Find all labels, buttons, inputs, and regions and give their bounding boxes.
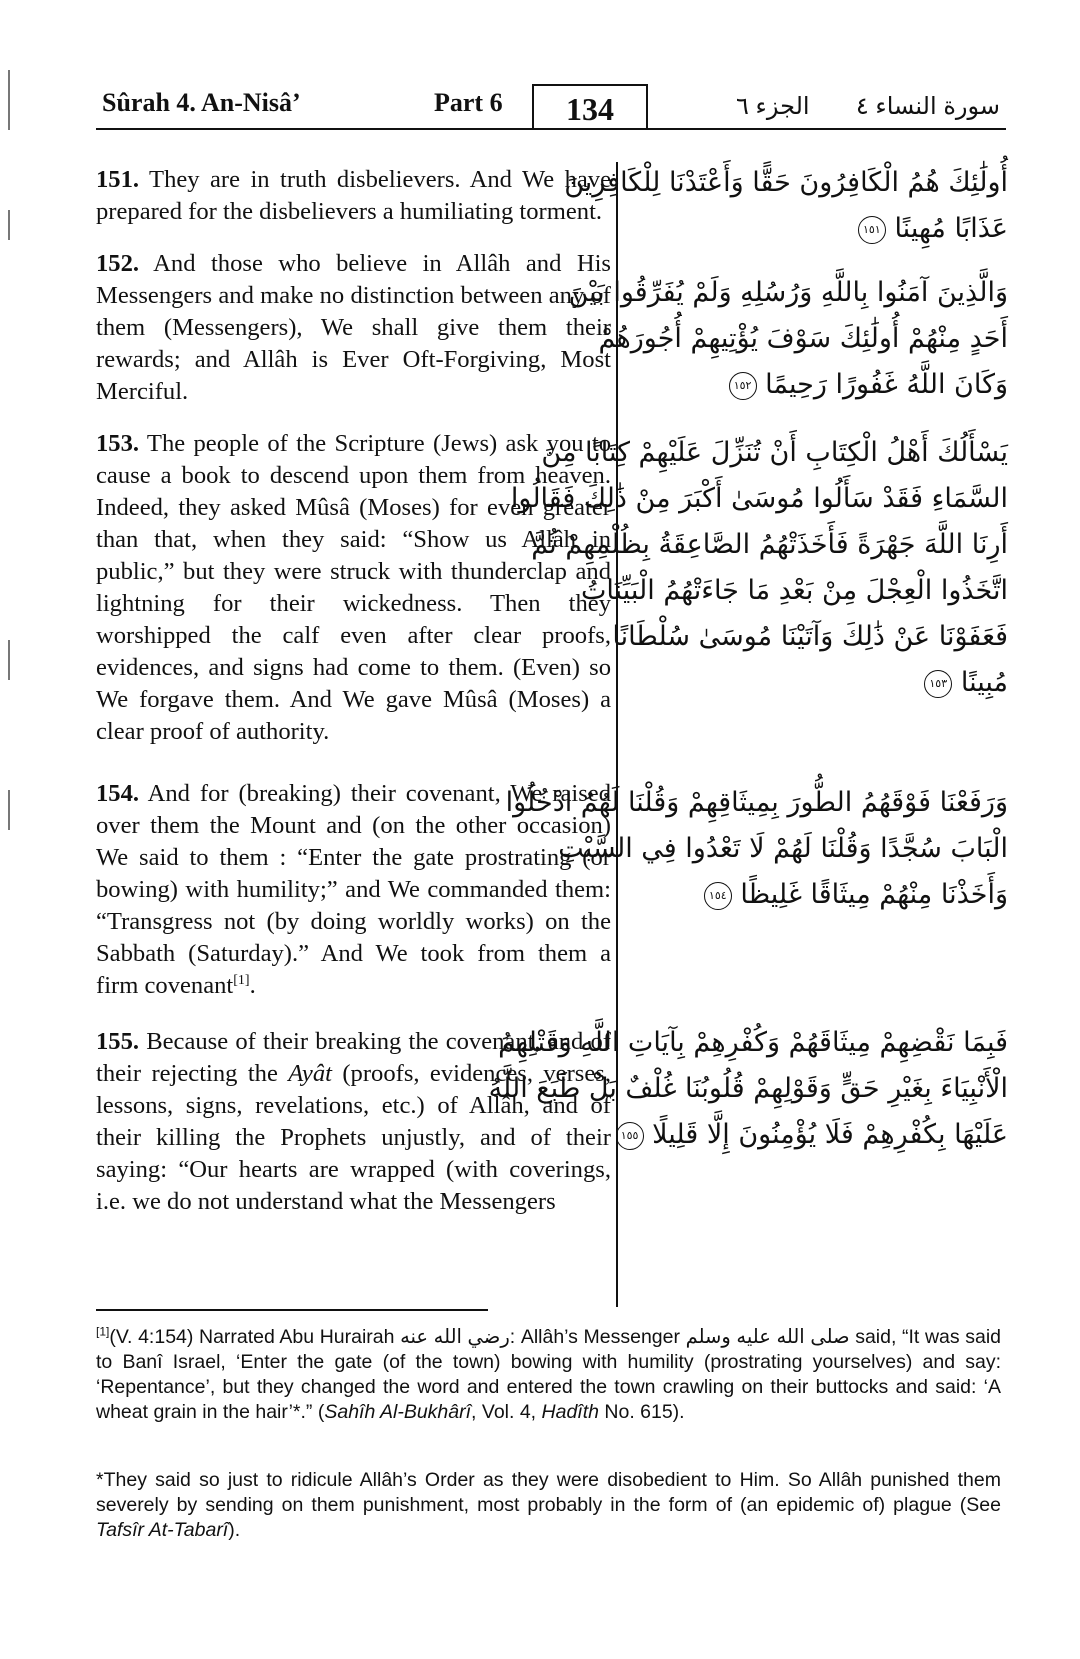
verse-152 xyxy=(96,248,611,408)
verse-number: 155. xyxy=(96,1028,140,1055)
arabic-line: أَرِنَا اللَّهَ جَهْرَةً فَأَخَذَتْهُمُ الصَّاعِقَةُ بِظُلْمِهِمْ ثُمَّ xyxy=(531,529,1008,560)
page-number: 134 xyxy=(532,84,648,130)
arabic-verse-152 xyxy=(568,270,1008,408)
arabic-line: أُولَٰئِكَ هُمُ الْكَافِرُونَ حَقًّا وَأَعْتَدْنَا لِلْكَافِرِينَ xyxy=(564,167,1008,198)
footnote-source-term: Hadîth xyxy=(541,1401,599,1423)
footnote-text: No. 615). xyxy=(598,1401,685,1423)
arabic-line: أَحَدٍ مِنْهُمْ أُولَٰئِكَ سَوْفَ يُؤْتِيهِمْ أُجُورَهُمْ xyxy=(598,323,1008,354)
aya-marker-icon: ١٥٣ xyxy=(924,670,952,698)
verse-number: 152. xyxy=(96,250,140,277)
arabic-line: وَأَخَذْنَا مِنْهُمْ مِيثَاقًا غَلِيظًا xyxy=(740,879,1008,910)
arabic-line: السَّمَاءِ فَقَدْ سَأَلُوا مُوسَىٰ أَكْبَرَ مِنْ ذَٰلِكَ فَقَالُوا xyxy=(510,483,1008,514)
verse-text: And for (breaking) their covenant, We raised over them the Mount and (on the other occasion) We said to them : “Enter the gate prostrating (or bowing) with humility;” and We commanded them: “Transgress not (by doing worldly works) on the Sabbath (Saturday).” And We took from them a firm covenant xyxy=(96,780,611,999)
arabic-line: مُبِينًا xyxy=(960,667,1008,698)
footnote-text: *They said so just to ridicule Allâh’s Order as they were disobedient to Him. So Allâh punished them severely by sending on them punishment, most probably in the form of (an epidemic of) plague (See xyxy=(96,1469,1001,1516)
footnote-1 xyxy=(96,1325,1001,1425)
verse-151 xyxy=(96,164,611,228)
header-rule xyxy=(96,128,1006,130)
aya-marker-icon: ١٥٥ xyxy=(616,1122,644,1150)
arabic-line: عَذَابًا مُهِينًا xyxy=(894,213,1008,244)
arabic-line-end xyxy=(630,206,1008,252)
verse-text: The people of the Scripture (Jews) ask you to cause a book to descend upon them from heaven. Indeed, they asked Mûsâ (Moses) for even greater than that, when they said: “Show us Allâh in public,” but they were struck with thunderclap and lightning for their wickedness. Then they worshipped the calf even after clear proofs, evidences, and signs had come to them. (Even) so We forgave them. And We gave Mûsâ (Moses) a clear proof of authority. xyxy=(96,430,611,745)
footnote-text: said, “It was said to Banî Israel, ‘Enter the gate (of the town) bowing with humility (prostrating yourselves) and say: ‘Repentance’, but they changed the word and entered the town crawling on their buttocks and said: ‘A wheat grain in the hair’*.” ( xyxy=(96,1326,1002,1423)
footnote-2 xyxy=(96,1468,1001,1543)
arabic-line-end xyxy=(620,1112,1008,1158)
arabic-line: فَعَفَوْنَا عَنْ ذَٰلِكَ وَآتَيْنَا مُوسَىٰ سُلْطَانًا xyxy=(612,621,1008,652)
footnote-text: , Vol. 4, xyxy=(471,1401,542,1423)
verse-italic-term: Ayât xyxy=(288,1060,332,1087)
footnote-marker: [1] xyxy=(96,1324,110,1339)
part-label: Part 6 xyxy=(434,88,503,117)
aya-marker-icon: ١٥١ xyxy=(858,216,886,244)
arabic-line: الْبَابَ سُجَّدًا وَقُلْنَا لَهُمْ لَا تَعْدُوا فِي السَّبْتِ xyxy=(558,833,1008,864)
footnote-reference[interactable]: [1] xyxy=(233,972,250,988)
arabic-part-label: الجزء ٦ xyxy=(736,93,810,120)
verse-tail: . xyxy=(249,972,256,999)
arabic-verse-154 xyxy=(505,780,1008,918)
arabic-verse-151 xyxy=(564,160,1008,252)
arabic-line: فَبِمَا نَقْضِهِمْ مِيثَاقَهُمْ وَكُفْرِهِمْ بِآيَاتِ اللَّهِ وَقَتْلِهِمُ xyxy=(498,1027,1008,1058)
verse-text: They are in truth disbelievers. And We have prepared for the disbelievers a humiliating torment. xyxy=(96,166,611,225)
aya-marker-icon: ١٥٢ xyxy=(729,372,757,400)
page-edge-mark xyxy=(8,70,10,130)
arabic-line-end xyxy=(630,660,1008,706)
footnote-text: ). xyxy=(228,1519,241,1541)
arabic-line-end xyxy=(630,362,1008,408)
arabic-line: عَلَيْهَا بِكُفْرِهِمْ فَلَا يُؤْمِنُونَ إِلَّا قَلِيلًا xyxy=(652,1119,1008,1150)
arabic-surah-title: سورة النساء ٤ xyxy=(855,93,1000,120)
footnote-text: (V. 4:154) Narrated Abu Hurairah xyxy=(109,1326,401,1348)
arabic-line: اتَّخَذُوا الْعِجْلَ مِنْ بَعْدِ مَا جَاءَتْهُمُ الْبَيِّنَاتُ xyxy=(580,575,1008,606)
footnote-source-title: Tafsîr At-Tabarî xyxy=(96,1519,229,1541)
verse-text: And those who believe in Allâh and His Messengers and make no distinction between any of them (Messengers), We shall give them their rewards; and Allâh is Ever Oft-Forgiving, Most Merciful. xyxy=(96,250,611,405)
arabic-line: الْأَنْبِيَاءَ بِغَيْرِ حَقٍّ وَقَوْلِهِمْ قُلُوبُنَا غُلْفٌ بَلْ طَبَعَ اللَّهُ xyxy=(488,1073,1008,1104)
arabic-verse-153 xyxy=(510,430,1008,706)
arabic-line-end xyxy=(630,872,1008,918)
surah-title: Sûrah 4. An-Nisâ’ xyxy=(102,88,301,117)
page-edge-mark xyxy=(8,790,10,830)
page-edge-mark xyxy=(8,640,10,680)
page-header xyxy=(96,84,1006,134)
page-edge-mark xyxy=(8,210,10,240)
aya-marker-icon: ١٥٤ xyxy=(704,882,732,910)
arabic-verse-155 xyxy=(488,1020,1008,1158)
arabic-line: وَالَّذِينَ آمَنُوا بِاللَّهِ وَرُسُلِهِ وَلَمْ يُفَرِّقُوا بَيْنَ xyxy=(568,277,1008,308)
verse-text: Because of their breaking the covenant, and of their rejecting the xyxy=(96,1028,611,1087)
footnote-source-title: Sahîh Al-Bukhârî xyxy=(324,1401,472,1423)
footnote-rule xyxy=(96,1309,488,1311)
arabic-line: يَسْأَلُكَ أَهْلُ الْكِتَابِ أَنْ تُنَزِّلَ عَلَيْهِمْ كِتَابًا مِنَ xyxy=(541,437,1008,468)
footnote-text: : Allâh’s Messenger xyxy=(509,1326,686,1348)
verse-text-continued: (proofs, evidences, verses, lessons, signs, revelations, etc.) of Allâh, and of their killing the Prophets unjustly, and of their saying: “Our hearts are wrapped (with coverings, i.e. we do not understand what the Messengers xyxy=(96,1060,611,1215)
arabic-line: وَرَفَعْنَا فَوْقَهُمُ الطُّورَ بِمِيثَاقِهِمْ وَقُلْنَا لَهُمُ ادْخُلُوا xyxy=(505,787,1008,818)
arabic-line: وَكَانَ اللَّهُ غَفُورًا رَحِيمًا xyxy=(765,369,1008,400)
verse-number: 151. xyxy=(96,166,140,193)
verse-number: 154. xyxy=(96,780,140,807)
footnote-arabic-honorific: رضي الله عنه xyxy=(400,1326,510,1348)
footnote-arabic-honorific: صلى الله عليه وسلم xyxy=(685,1326,850,1348)
verse-number: 153. xyxy=(96,430,140,457)
